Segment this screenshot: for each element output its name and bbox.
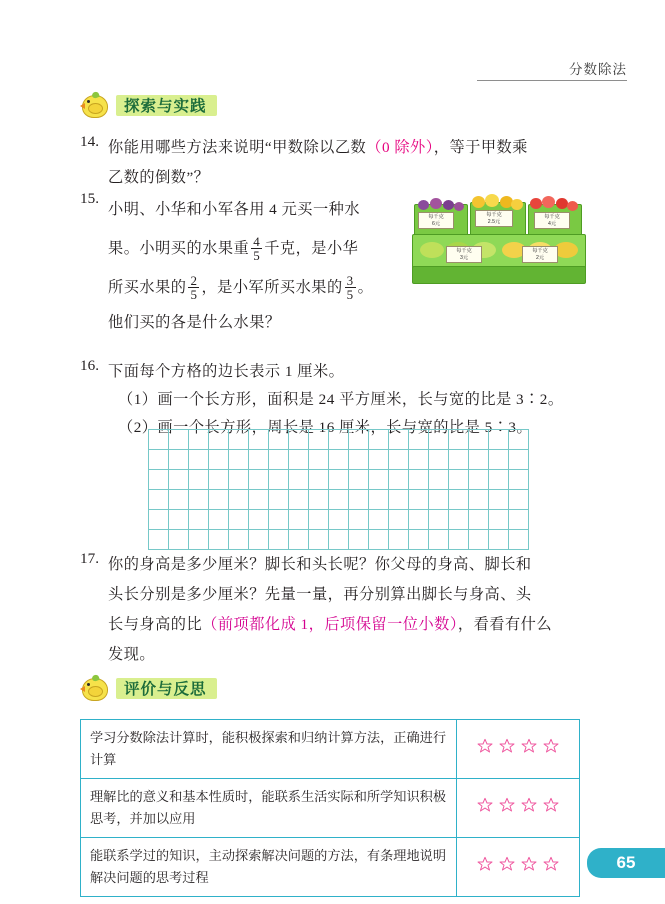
grid-cell[interactable] xyxy=(429,490,449,510)
star-icon[interactable] xyxy=(521,738,537,754)
star-icon[interactable] xyxy=(477,856,493,872)
evaluation-statement: 能联系学过的知识，主动探索解决问题的方法，有条理地说明解决问题的思考过程 xyxy=(81,838,457,897)
grid-cell[interactable] xyxy=(509,450,529,470)
fraction-2-5: $\frac{2}{5}$ xyxy=(190,272,198,303)
grid-cell[interactable] xyxy=(229,490,249,510)
q17-line3a: 长与身高的比 xyxy=(108,616,203,633)
grid-cell[interactable] xyxy=(269,530,289,550)
question-16-text xyxy=(108,357,588,387)
grid-cell[interactable] xyxy=(169,450,189,470)
grid-cell[interactable] xyxy=(409,470,429,490)
grid-cell[interactable] xyxy=(389,430,409,450)
star-icon[interactable] xyxy=(499,856,515,872)
grid-cell[interactable] xyxy=(329,490,349,510)
section-label-review: 评价与反思 xyxy=(124,681,207,698)
section-heading-review xyxy=(80,675,217,701)
star-icon[interactable] xyxy=(521,856,537,872)
grid-cell[interactable] xyxy=(269,510,289,530)
grid-cell[interactable] xyxy=(349,490,369,510)
grid-cell[interactable] xyxy=(349,510,369,530)
star-rating[interactable] xyxy=(457,720,580,779)
section-label-explore: 探索与实践 xyxy=(124,98,207,115)
grid-cell[interactable] xyxy=(489,430,509,450)
grid-cell[interactable] xyxy=(189,470,209,490)
evaluation-table xyxy=(80,719,580,897)
star-icon[interactable] xyxy=(499,738,515,754)
grid-cell[interactable] xyxy=(289,510,309,530)
grid-cell[interactable] xyxy=(289,450,309,470)
question-15-text xyxy=(108,190,408,307)
grid-cell[interactable] xyxy=(229,430,249,450)
grid-cell[interactable] xyxy=(369,510,389,530)
fraction-3-5: $\frac{3}{5}$ xyxy=(346,272,354,303)
grid-cell[interactable] xyxy=(209,510,229,530)
grid-cell[interactable] xyxy=(189,430,209,450)
grid-cell[interactable] xyxy=(149,510,169,530)
grid-cell[interactable] xyxy=(209,430,229,450)
page-number: 65 xyxy=(587,848,665,878)
grid-cell[interactable] xyxy=(429,450,449,470)
star-icon[interactable] xyxy=(477,738,493,754)
grid-cell[interactable] xyxy=(229,530,249,550)
q14-line1a: 你能用哪些方法来说明“甲数除以乙数 xyxy=(108,139,367,156)
grid-cell[interactable] xyxy=(349,450,369,470)
grid-cell[interactable] xyxy=(249,510,269,530)
grid-cell[interactable] xyxy=(369,430,389,450)
q14-line2: 乙数的倒数”？ xyxy=(108,169,210,186)
section-label-bar-2 xyxy=(116,678,217,699)
grid-cell[interactable] xyxy=(329,450,349,470)
grid-cell[interactable] xyxy=(169,430,189,450)
price-tag-4: 每千克 3元 xyxy=(446,246,482,263)
question-17-text xyxy=(108,550,588,670)
chapter-header: 分数除法 xyxy=(569,62,627,77)
grid-cell[interactable] xyxy=(229,470,249,490)
grid-row xyxy=(149,470,529,490)
drawing-grid[interactable] xyxy=(148,429,529,550)
grid-cell[interactable] xyxy=(289,430,309,450)
question-17-number: 17. xyxy=(80,550,99,567)
grid-cell[interactable] xyxy=(429,470,449,490)
grid-row xyxy=(149,490,529,510)
q17-line2: 头长分别是多少厘米？先量一量，再分别算出脚长与身高、头 xyxy=(108,586,532,603)
grid-cell[interactable] xyxy=(169,510,189,530)
grid-cell[interactable] xyxy=(329,530,349,550)
q15-line3a: 所买水果的 xyxy=(108,279,187,296)
grid-cell[interactable] xyxy=(249,530,269,550)
grid-cell[interactable] xyxy=(149,450,169,470)
grid-cell[interactable] xyxy=(489,510,509,530)
price-tag-1: 每千克 6元 xyxy=(418,212,454,229)
q17-line1: 你的身高是多少厘米？脚长和头长呢？你父母的身高、脚长和 xyxy=(108,556,532,573)
grid-cell[interactable] xyxy=(429,430,449,450)
grid-cell[interactable] xyxy=(329,430,349,450)
grid-cell[interactable] xyxy=(409,510,429,530)
grid-cell[interactable] xyxy=(229,450,249,470)
header-rule xyxy=(477,80,627,81)
grid-cell[interactable] xyxy=(409,430,429,450)
grid-cell[interactable] xyxy=(349,470,369,490)
grid-cell[interactable] xyxy=(449,530,469,550)
grid-cell[interactable] xyxy=(369,530,389,550)
q16-line1: 下面每个方格的边长表示 1 厘米。 xyxy=(108,363,345,380)
grid-cell[interactable] xyxy=(149,530,169,550)
grid-cell[interactable] xyxy=(269,450,289,470)
grid-cell[interactable] xyxy=(309,470,329,490)
table-row xyxy=(81,779,580,838)
grid-cell[interactable] xyxy=(509,430,529,450)
q15-line3b: ，是小军所买水果的 xyxy=(201,279,343,296)
grid-cell[interactable] xyxy=(349,430,369,450)
grid-cell[interactable] xyxy=(249,490,269,510)
grid-cell[interactable] xyxy=(309,430,329,450)
star-icon[interactable] xyxy=(543,738,559,754)
grid-cell[interactable] xyxy=(329,510,349,530)
q14-line1b: ，等于甲数乘 xyxy=(433,139,528,156)
grid-table[interactable] xyxy=(148,429,529,550)
chick-icon-2 xyxy=(80,675,108,701)
grid-row xyxy=(149,510,529,530)
star-icon[interactable] xyxy=(543,856,559,872)
grid-cell[interactable] xyxy=(289,470,309,490)
grid-cell[interactable] xyxy=(389,470,409,490)
grid-cell[interactable] xyxy=(369,470,389,490)
grid-cell[interactable] xyxy=(229,510,249,530)
grid-cell[interactable] xyxy=(209,450,229,470)
q17-line3b: ，看看有什么 xyxy=(457,616,553,633)
star-icon[interactable] xyxy=(543,797,559,813)
star-icon[interactable] xyxy=(521,797,537,813)
grid-cell[interactable] xyxy=(469,510,489,530)
price-tag-5: 每千克 2元 xyxy=(522,246,558,263)
star-rating[interactable] xyxy=(457,779,580,838)
question-14-text xyxy=(108,133,578,193)
grid-cell[interactable] xyxy=(369,490,389,510)
grid-cell[interactable] xyxy=(509,530,529,550)
q17-line4: 发现。 xyxy=(108,646,156,663)
grid-cell[interactable] xyxy=(449,430,469,450)
grid-cell[interactable] xyxy=(489,490,509,510)
table-row xyxy=(81,838,580,897)
grid-cell[interactable] xyxy=(149,490,169,510)
grid-cell[interactable] xyxy=(409,530,429,550)
grid-cell[interactable] xyxy=(269,490,289,510)
grid-cell[interactable] xyxy=(189,530,209,550)
q15-line4: 他们买的各是什么水果？ xyxy=(108,314,281,331)
grid-row xyxy=(149,430,529,450)
grid-cell[interactable] xyxy=(269,430,289,450)
grid-cell[interactable] xyxy=(509,470,529,490)
grid-cell[interactable] xyxy=(469,490,489,510)
q16-sub2: （2）画一个长方形，周长是 16 厘米，长与宽的比是 5∶3。 xyxy=(118,419,533,436)
grid-cell[interactable] xyxy=(169,530,189,550)
grid-cell[interactable] xyxy=(449,450,469,470)
grid-cell[interactable] xyxy=(149,430,169,450)
grid-cell[interactable] xyxy=(449,470,469,490)
star-icon[interactable] xyxy=(477,797,493,813)
q15-line2b: 千克，是小华 xyxy=(264,240,359,257)
q15-line3c: 。 xyxy=(357,279,374,296)
grid-cell[interactable] xyxy=(489,530,509,550)
fraction-4-5: $\frac{4}{5}$ xyxy=(253,233,261,264)
star-icon[interactable] xyxy=(499,797,515,813)
q15-line2a: 果。小明买的水果重 xyxy=(108,240,250,257)
grid-cell[interactable] xyxy=(269,470,289,490)
grid-cell[interactable] xyxy=(369,450,389,470)
question-15-number: 15. xyxy=(80,190,99,207)
grid-cell[interactable] xyxy=(289,490,309,510)
grid-cell[interactable] xyxy=(429,530,449,550)
grid-cell[interactable] xyxy=(349,530,369,550)
star-rating[interactable] xyxy=(457,838,580,897)
section-heading-explore xyxy=(80,92,217,118)
q15-line1: 小明、小华和小军各用 4 元买一种水 xyxy=(108,201,360,218)
grid-cell[interactable] xyxy=(189,490,209,510)
grid-row xyxy=(149,530,529,550)
grid-cell[interactable] xyxy=(449,490,469,510)
grid-cell[interactable] xyxy=(389,510,409,530)
grid-cell[interactable] xyxy=(169,490,189,510)
grid-cell[interactable] xyxy=(409,490,429,510)
grid-cell[interactable] xyxy=(509,490,529,510)
grid-cell[interactable] xyxy=(329,470,349,490)
grid-cell[interactable] xyxy=(209,530,229,550)
grid-cell[interactable] xyxy=(309,490,329,510)
grid-cell[interactable] xyxy=(189,450,209,470)
q16-sub1: （1）画一个长方形，面积是 24 平方厘米，长与宽的比是 3∶2。 xyxy=(118,391,564,408)
grid-cell[interactable] xyxy=(489,450,509,470)
grid-cell[interactable] xyxy=(389,450,409,470)
grid-cell[interactable] xyxy=(249,430,269,450)
grid-cell[interactable] xyxy=(389,530,409,550)
question-14-number: 14. xyxy=(80,133,99,150)
grid-cell[interactable] xyxy=(509,510,529,530)
grid-cell[interactable] xyxy=(409,450,429,470)
grid-cell[interactable] xyxy=(449,510,469,530)
grid-cell[interactable] xyxy=(429,510,449,530)
grid-cell[interactable] xyxy=(389,490,409,510)
question-16-number: 16. xyxy=(80,357,99,374)
price-tag-2: 每千克 2.5元 xyxy=(475,210,513,227)
evaluation-statement: 理解比的意义和基本性质时，能联系生活实际和所学知识积极思考，并加以应用 xyxy=(81,779,457,838)
q17-line3-highlight: （前项都化成 1，后项保留一位小数） xyxy=(202,616,458,633)
grid-cell[interactable] xyxy=(209,470,229,490)
grid-cell[interactable] xyxy=(469,450,489,470)
grid-cell[interactable] xyxy=(289,530,309,550)
grid-row xyxy=(149,450,529,470)
chick-icon xyxy=(80,92,108,118)
grid-cell[interactable] xyxy=(249,470,269,490)
grid-cell[interactable] xyxy=(309,510,329,530)
table-row xyxy=(81,720,580,779)
evaluation-statement: 学习分数除法计算时，能积极探索和归纳计算方法，正确进行计算 xyxy=(81,720,457,779)
grid-cell[interactable] xyxy=(169,470,189,490)
grid-cell[interactable] xyxy=(189,510,209,530)
grid-cell[interactable] xyxy=(149,470,169,490)
grid-cell[interactable] xyxy=(309,450,329,470)
grid-cell[interactable] xyxy=(469,430,489,450)
grid-cell[interactable] xyxy=(309,530,329,550)
grid-cell[interactable] xyxy=(209,490,229,510)
grid-cell[interactable] xyxy=(469,470,489,490)
grid-cell[interactable] xyxy=(489,470,509,490)
fruit-stand-illustration xyxy=(410,190,588,300)
grid-cell[interactable] xyxy=(249,450,269,470)
section-label-bar xyxy=(116,95,217,116)
q14-line1-highlight: （0 除外） xyxy=(366,139,434,156)
price-tag-3: 每千克 4元 xyxy=(534,212,570,229)
grid-cell[interactable] xyxy=(469,530,489,550)
